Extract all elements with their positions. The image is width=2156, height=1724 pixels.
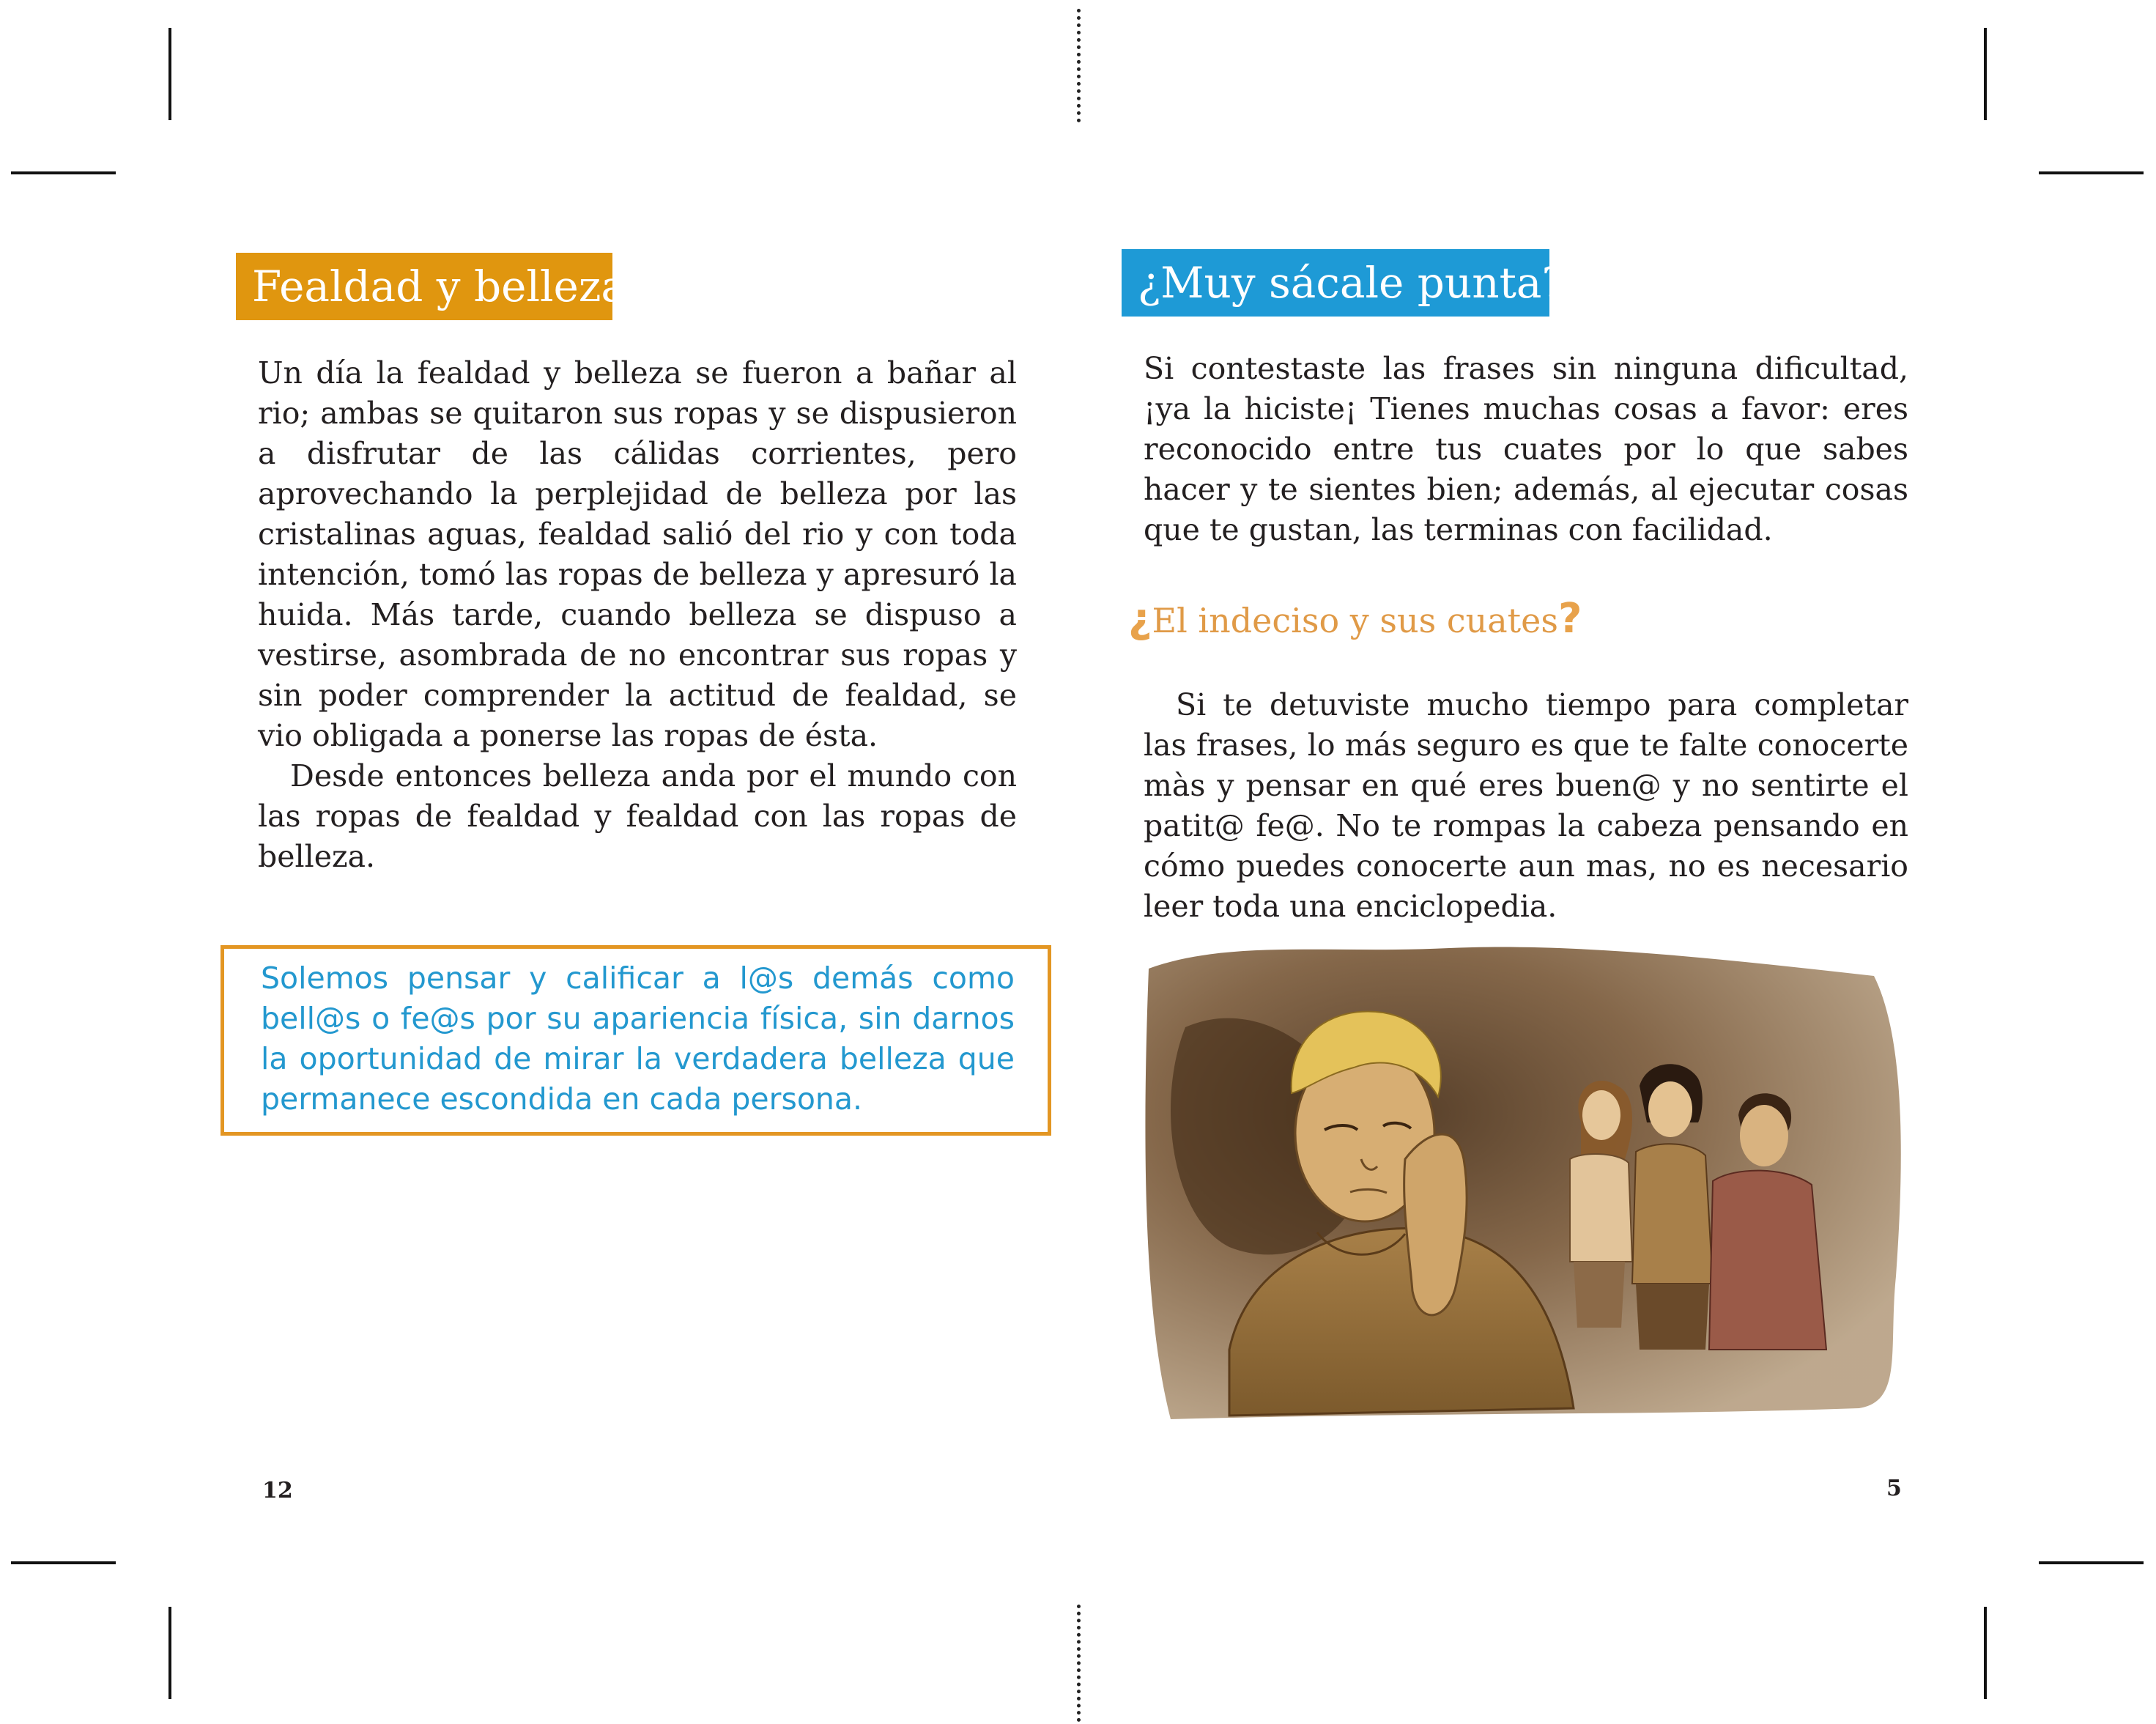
intro-paragraph: Si contestaste las frases sin ninguna dificultad, ¡ya la hiciste¡ Tienes muchas cosas a favor: eres reconocido entre tus cuates por lo que sabes hacer y te sientes bien; además, al ejecutar cosas que te gustan, las terminas con facilidad. — [1144, 351, 1908, 547]
subheading-text: El indeciso y sus cuates — [1152, 601, 1558, 640]
body-paragraph: Si te detuviste mucho tiempo para completar las frases, lo más seguro es que te falte conocerte màs y pensar en qué eres buen@ y no sentirte el patit@ fe@. No te rompas la cabeza pensando en cómo puedes conocerte aun mas, no es necesario leer toda una enciclopedia. — [1144, 687, 1908, 924]
question-close-icon: ? — [1558, 595, 1582, 643]
page-number: 12 — [262, 1478, 293, 1503]
question-open-icon: ¿ — [1128, 595, 1152, 643]
page-number: 5 — [1886, 1476, 1902, 1501]
callout-text: Solemos pensar y calificar a l@s demás como bell@s o fe@s por su apariencia física, sin darnos la oportunidad de mirar la verdadera belleza que permanece escondida en cada persona. — [261, 961, 1015, 1117]
intro-text — [1144, 349, 1908, 550]
section-heading: Fealdad y belleza — [236, 253, 612, 320]
watercolor-illustration — [1141, 939, 1912, 1443]
section-heading: ¿Muy sácale punta? — [1122, 249, 1549, 317]
body-text — [1144, 685, 1908, 927]
subheading — [1128, 595, 1582, 643]
story-paragraph: Desde entonces belleza anda por el mundo con las ropas de fealdad y fealdad con las ropas de belleza. — [258, 758, 1017, 874]
story-paragraph: Un día la fealdad y belleza se fueron a bañar al rio; ambas se quitaron sus ropas y se dispusieron a disfrutar de las cálidas corrientes, pero aprovechando la perplejidad de belleza por las cristalinas aguas, fealdad salió del rio y con toda intención, tomó las ropas de belleza y apresuró la huida. Más tarde, cuando belleza se dispuso a vestirse, asombrada de no encontrar sus ropas y sin poder comprender la actitud de fealdad, se vio obligada a ponerse las ropas de ésta. — [258, 355, 1017, 753]
boy-dark-hair-figure — [1632, 1064, 1713, 1350]
